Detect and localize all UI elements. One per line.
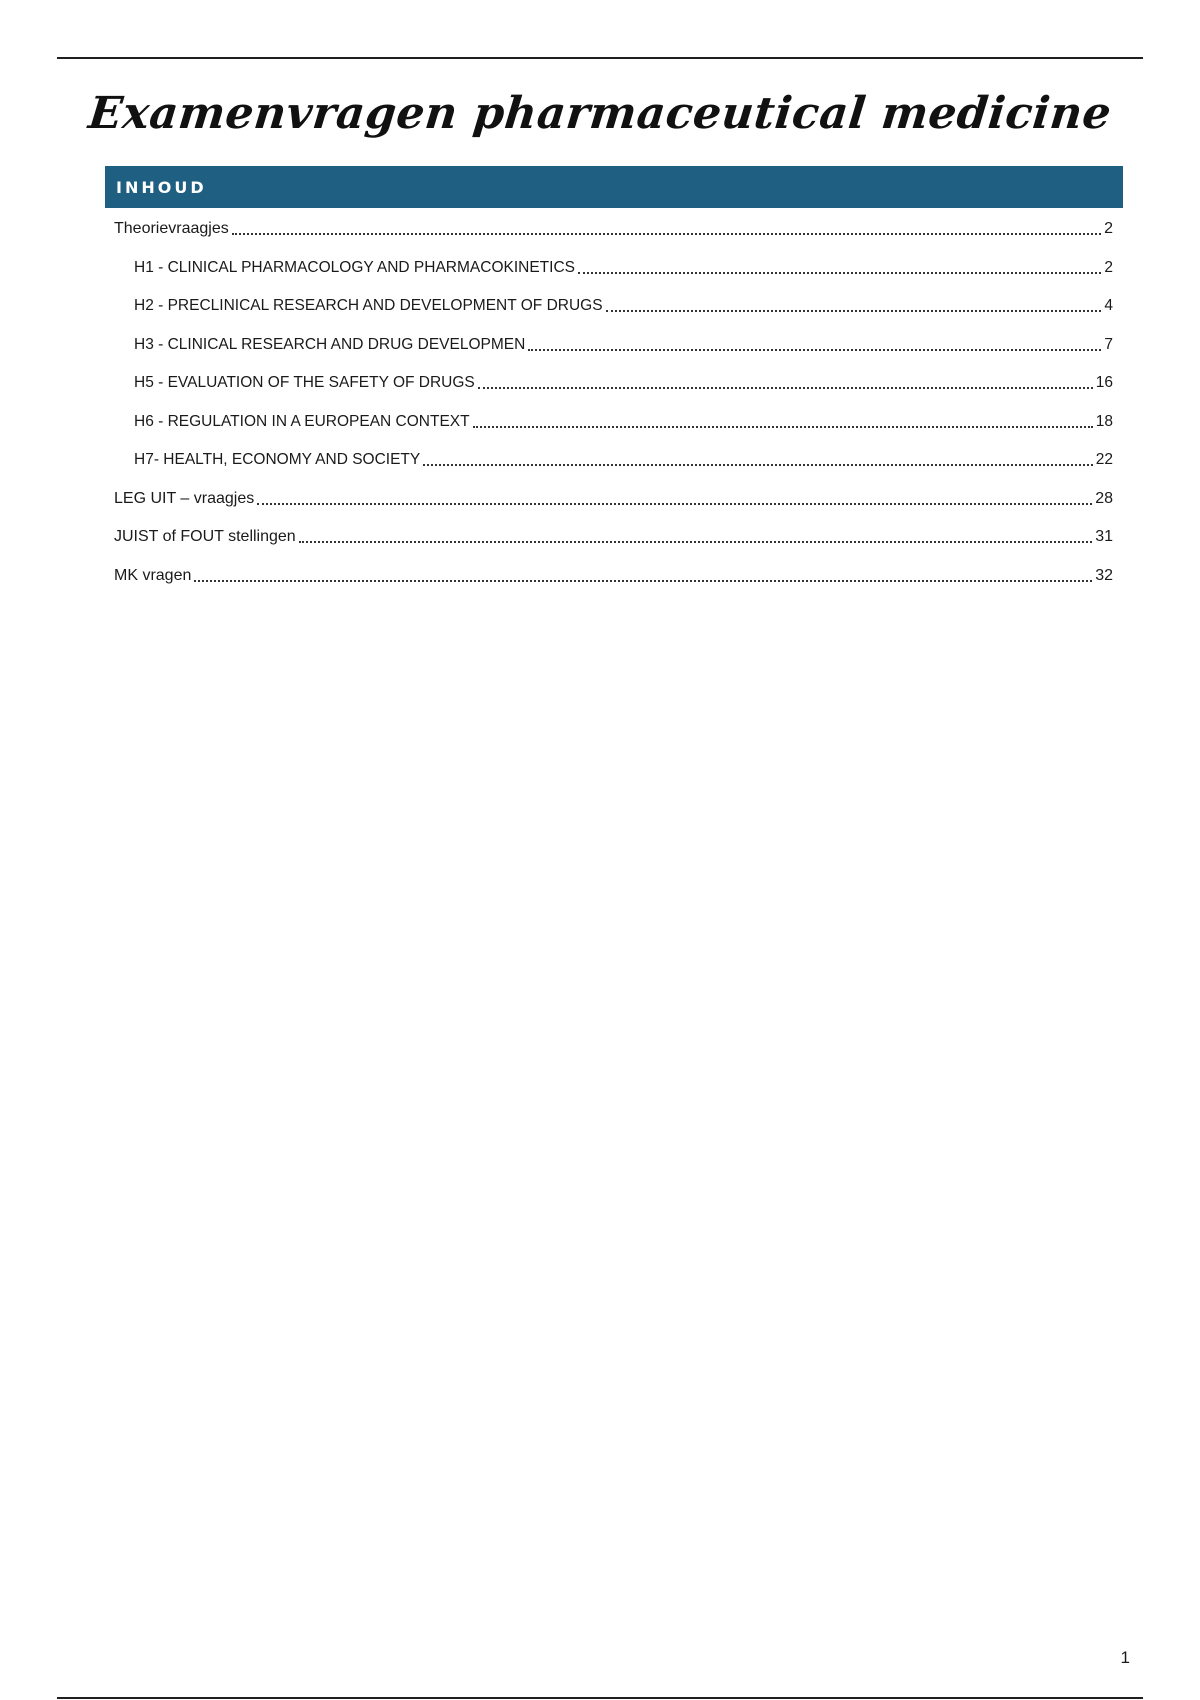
toc-entry-page: 31 xyxy=(1095,528,1113,546)
toc-entry-h3[interactable] xyxy=(114,326,1113,365)
toc-entry-page: 28 xyxy=(1095,489,1113,507)
toc-entry-juist-of-fout[interactable] xyxy=(114,518,1113,557)
toc-entry-page: 16 xyxy=(1095,374,1113,392)
toc-entry-page: 32 xyxy=(1095,566,1113,584)
toc-entry-label: H6 - REGULATION IN A EUROPEAN CONTEXT xyxy=(134,412,470,430)
toc-entry-mk-vragen[interactable] xyxy=(114,557,1113,596)
toc-dot-leader xyxy=(423,464,1093,466)
document-title: Examenvragen pharmaceutical medicine xyxy=(86,88,1114,139)
toc-entry-page: 4 xyxy=(1104,297,1113,315)
toc-heading: INHOUD xyxy=(116,177,207,197)
toc-dot-leader xyxy=(473,426,1093,428)
toc-entry-page: 2 xyxy=(1104,258,1113,276)
page-number: 1 xyxy=(1120,1648,1130,1667)
toc-entry-h2[interactable] xyxy=(114,287,1113,326)
table-of-contents xyxy=(114,210,1113,595)
bottom-rule xyxy=(57,1697,1143,1699)
toc-entry-label: Theorievraagjes xyxy=(114,220,229,238)
toc-dot-leader xyxy=(257,503,1092,505)
toc-entry-h5[interactable] xyxy=(114,364,1113,403)
toc-entry-page: 2 xyxy=(1104,220,1113,238)
toc-entry-label: H1 - CLINICAL PHARMACOLOGY AND PHARMACOKINETICS xyxy=(134,258,575,276)
toc-entry-page: 22 xyxy=(1095,451,1113,469)
toc-entry-label: H7- HEALTH, ECONOMY AND SOCIETY xyxy=(134,451,421,469)
top-rule xyxy=(57,57,1143,59)
toc-entry-label: H2 - PRECLINICAL RESEARCH AND DEVELOPMENT OF DRUGS xyxy=(134,297,603,315)
toc-entry-h1[interactable] xyxy=(114,249,1113,288)
toc-entry-h6[interactable] xyxy=(114,403,1113,442)
toc-entry-label: JUIST of FOUT stellingen xyxy=(114,528,296,546)
toc-entry-theorievraagjes[interactable] xyxy=(114,210,1113,249)
toc-entry-label: MK vragen xyxy=(114,566,192,584)
toc-dot-leader xyxy=(194,580,1092,582)
toc-entry-leg-uit[interactable] xyxy=(114,480,1113,519)
toc-entry-h7[interactable] xyxy=(114,441,1113,480)
toc-heading-bar xyxy=(105,166,1123,208)
toc-entry-label: H5 - EVALUATION OF THE SAFETY OF DRUGS xyxy=(134,374,475,392)
toc-entry-page: 18 xyxy=(1095,412,1113,430)
toc-dot-leader xyxy=(299,541,1093,543)
toc-dot-leader xyxy=(606,310,1102,312)
toc-entry-label: LEG UIT – vraagjes xyxy=(114,489,255,507)
toc-dot-leader xyxy=(528,349,1101,351)
toc-dot-leader xyxy=(578,272,1101,274)
toc-dot-leader xyxy=(232,233,1101,235)
toc-entry-page: 7 xyxy=(1104,335,1113,353)
toc-dot-leader xyxy=(478,387,1093,389)
toc-entry-label: H3 - CLINICAL RESEARCH AND DRUG DEVELOPMEN xyxy=(134,335,526,353)
